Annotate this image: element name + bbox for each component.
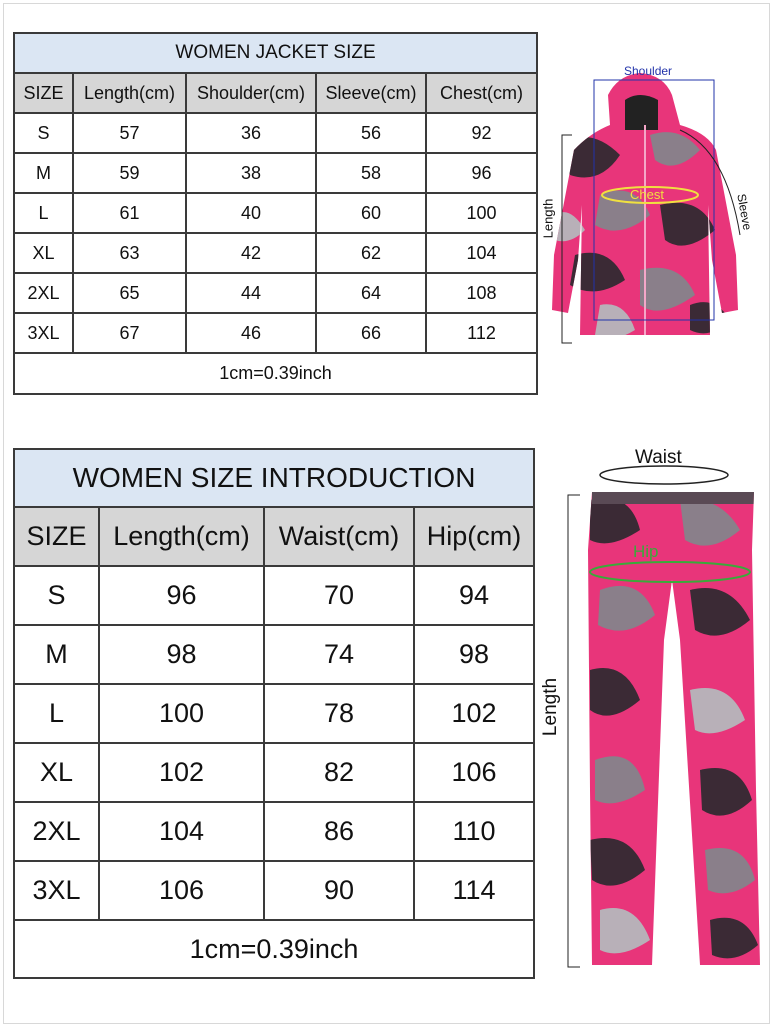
pants-cell: 90: [264, 861, 414, 920]
jacket-unit-note: 1cm=0.39inch: [14, 353, 537, 394]
pants-cell: 3XL: [14, 861, 99, 920]
jacket-cell: 56: [316, 113, 426, 153]
jacket-cell: L: [14, 193, 73, 233]
jacket-cell: 104: [426, 233, 537, 273]
jacket-cell: 62: [316, 233, 426, 273]
pants-length-label: Length: [540, 677, 562, 737]
pants-cell: S: [14, 566, 99, 625]
jacket-cell: 66: [316, 313, 426, 353]
jacket-header-size: SIZE: [14, 73, 73, 113]
pants-header-waist: Waist(cm): [264, 507, 414, 566]
table-row: [14, 743, 534, 802]
pants-cell: 94: [414, 566, 534, 625]
jacket-cell: 3XL: [14, 313, 73, 353]
jacket-cell: 63: [73, 233, 186, 273]
pants-cell: 96: [99, 566, 264, 625]
table-row: [14, 313, 537, 353]
pants-header-hip: Hip(cm): [414, 507, 534, 566]
jacket-cell: 42: [186, 233, 316, 273]
pants-cell: XL: [14, 743, 99, 802]
table-row: [14, 566, 534, 625]
sleeve-label: Sleeve: [734, 192, 755, 232]
jacket-cell: 59: [73, 153, 186, 193]
pants-cell: 86: [264, 802, 414, 861]
jacket-table-title: WOMEN JACKET SIZE: [14, 33, 537, 73]
table-row: [14, 802, 534, 861]
pants-cell: 106: [99, 861, 264, 920]
jacket-cell: 44: [186, 273, 316, 313]
jacket-cell: 57: [73, 113, 186, 153]
pants-cell: 2XL: [14, 802, 99, 861]
pants-cell: 98: [414, 625, 534, 684]
pants-cell: 114: [414, 861, 534, 920]
table-row: [14, 113, 537, 153]
jacket-cell: 67: [73, 313, 186, 353]
table-row: [14, 193, 537, 233]
jacket-cell: 2XL: [14, 273, 73, 313]
waist-label: Waist: [635, 447, 682, 468]
jacket-cell: 92: [426, 113, 537, 153]
pants-table-title: WOMEN SIZE INTRODUCTION: [14, 449, 534, 507]
table-row: [14, 625, 534, 684]
jacket-cell: XL: [14, 233, 73, 273]
table-row: [14, 233, 537, 273]
jacket-size-table: [13, 32, 538, 395]
pants-cell: 78: [264, 684, 414, 743]
pants-cell: 70: [264, 566, 414, 625]
pants-cell: M: [14, 625, 99, 684]
jacket-cell: 96: [426, 153, 537, 193]
pants-header-length: Length(cm): [99, 507, 264, 566]
jacket-cell: 65: [73, 273, 186, 313]
jacket-cell: 108: [426, 273, 537, 313]
shoulder-label: Shoulder: [624, 64, 673, 78]
pants-unit-note: 1cm=0.39inch: [14, 920, 534, 978]
jacket-cell: 60: [316, 193, 426, 233]
jacket-header-chest: Chest(cm): [426, 73, 537, 113]
pants-measurement-diagram: [540, 440, 770, 980]
jacket-cell: S: [14, 113, 73, 153]
pants-cell: 82: [264, 743, 414, 802]
hip-label: Hip: [633, 542, 659, 561]
jacket-cell: 58: [316, 153, 426, 193]
pants-cell: 98: [99, 625, 264, 684]
pants-cell: 102: [414, 684, 534, 743]
table-row: [14, 273, 537, 313]
jacket-header-sleeve: Sleeve(cm): [316, 73, 426, 113]
table-row: [14, 861, 534, 920]
jacket-cell: 36: [186, 113, 316, 153]
chest-label: Chest: [630, 187, 664, 202]
jacket-header-shoulder: Shoulder(cm): [186, 73, 316, 113]
jacket-cell: 46: [186, 313, 316, 353]
pants-illustration: [540, 440, 770, 980]
pants-cell: 110: [414, 802, 534, 861]
pants-header-size: SIZE: [14, 507, 99, 566]
jacket-cell: 64: [316, 273, 426, 313]
pants-cell: 102: [99, 743, 264, 802]
table-row: [14, 684, 534, 743]
jacket-cell: 61: [73, 193, 186, 233]
pants-cell: 100: [99, 684, 264, 743]
pants-cell: L: [14, 684, 99, 743]
pants-size-table: [13, 448, 535, 979]
jacket-cell: 38: [186, 153, 316, 193]
jacket-length-label: Length: [540, 198, 556, 239]
jacket-header-length: Length(cm): [73, 73, 186, 113]
pants-cell: 74: [264, 625, 414, 684]
table-row: [14, 153, 537, 193]
jacket-cell: 100: [426, 193, 537, 233]
jacket-cell: 40: [186, 193, 316, 233]
jacket-cell: 112: [426, 313, 537, 353]
pants-cell: 104: [99, 802, 264, 861]
pants-cell: 106: [414, 743, 534, 802]
jacket-cell: M: [14, 153, 73, 193]
jacket-measurement-diagram: [540, 55, 770, 355]
